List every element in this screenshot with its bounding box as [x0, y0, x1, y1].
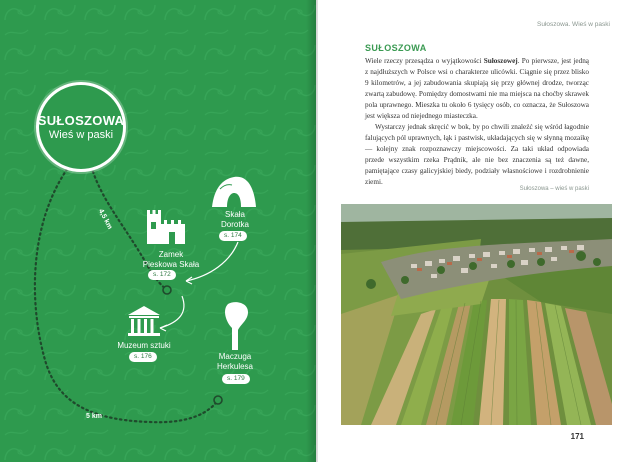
- castle-icon: [147, 210, 185, 244]
- running-head: Sułoszowa. Wieś w paski: [537, 21, 610, 28]
- right-page-article: [318, 0, 635, 462]
- page-number: 171: [570, 432, 584, 441]
- place-label-skala-dorotka: Skała Dorotka: [220, 210, 249, 229]
- article-body: [365, 56, 589, 188]
- place-label-muzeum: Muzeum sztuki: [117, 341, 171, 350]
- page-ref-maczuga[interactable]: s. 179: [222, 374, 250, 384]
- rock-icon: [212, 177, 256, 207]
- distance-label-upper: 4,5 km: [96, 208, 114, 231]
- waypoint-marker-zamek: [163, 286, 171, 294]
- paragraph-2: Wystarczy jednak skręcić w bok, by po chwili znaleźć się wśród łagodnie falujących pól uprawnych, łąk i pastwisk, układających się w słynną mozaikę — kolejny znak rozpoznawczy miejscowości. Za taki układ odpowiada przede wszystkim rzeka Prądnik, ale nie bez znaczenia są też dawne, pamiętające czasy galicyjskiej biedy, podziały własnościowe i rozdrobnienie ziemi.: [365, 123, 589, 186]
- page-ref-muzeum[interactable]: s. 176: [129, 352, 157, 362]
- page-ref-skala-dorotka[interactable]: s. 174: [219, 231, 247, 241]
- paragraph-1: Wiele rzeczy przesądza o wyjątkowości Sułoszowej. Po pierwsze, jest jedną z najdłuższych w Polsce wsi o charakterze ulicówki. Ciągnie się przez blisko 9 kilometrów, a jej zabudowania skupiają się przy głównej drodze, tworząc zwartą zabudowę. Pomiędzy domostwami nie ma miejsca na choćby skrawek pola uprawnego. Mieszka tu około 6 tysięcy osób, co oznacza, że Sułoszowa jest większa od niejednego miasteczka.: [365, 57, 589, 120]
- left-page-map: [0, 0, 316, 462]
- map-subtitle: Wieś w paski: [48, 129, 114, 141]
- photo-caption: Sułoszowa – wieś w paski: [519, 186, 589, 192]
- waypoint-marker-maczuga: [214, 396, 222, 404]
- club-rock-icon: [225, 302, 248, 350]
- route-path-lower: [35, 165, 218, 422]
- route-map: [0, 0, 316, 462]
- title-badge: [36, 82, 126, 172]
- museum-icon: [128, 306, 160, 336]
- place-label-zamek: Zamek Pieskowa Skała: [142, 250, 200, 269]
- map-title: SUŁOSZOWA: [37, 113, 125, 128]
- page-ref-zamek[interactable]: s. 172: [148, 270, 176, 280]
- place-label-maczuga: Maczuga Herkulesa: [216, 352, 253, 371]
- distance-label-lower: 5 km: [86, 413, 102, 420]
- arrow-zamek-to-muzeum: [160, 296, 184, 328]
- aerial-photo-fields: [341, 204, 612, 425]
- section-title: SUŁOSZOWA: [365, 43, 427, 53]
